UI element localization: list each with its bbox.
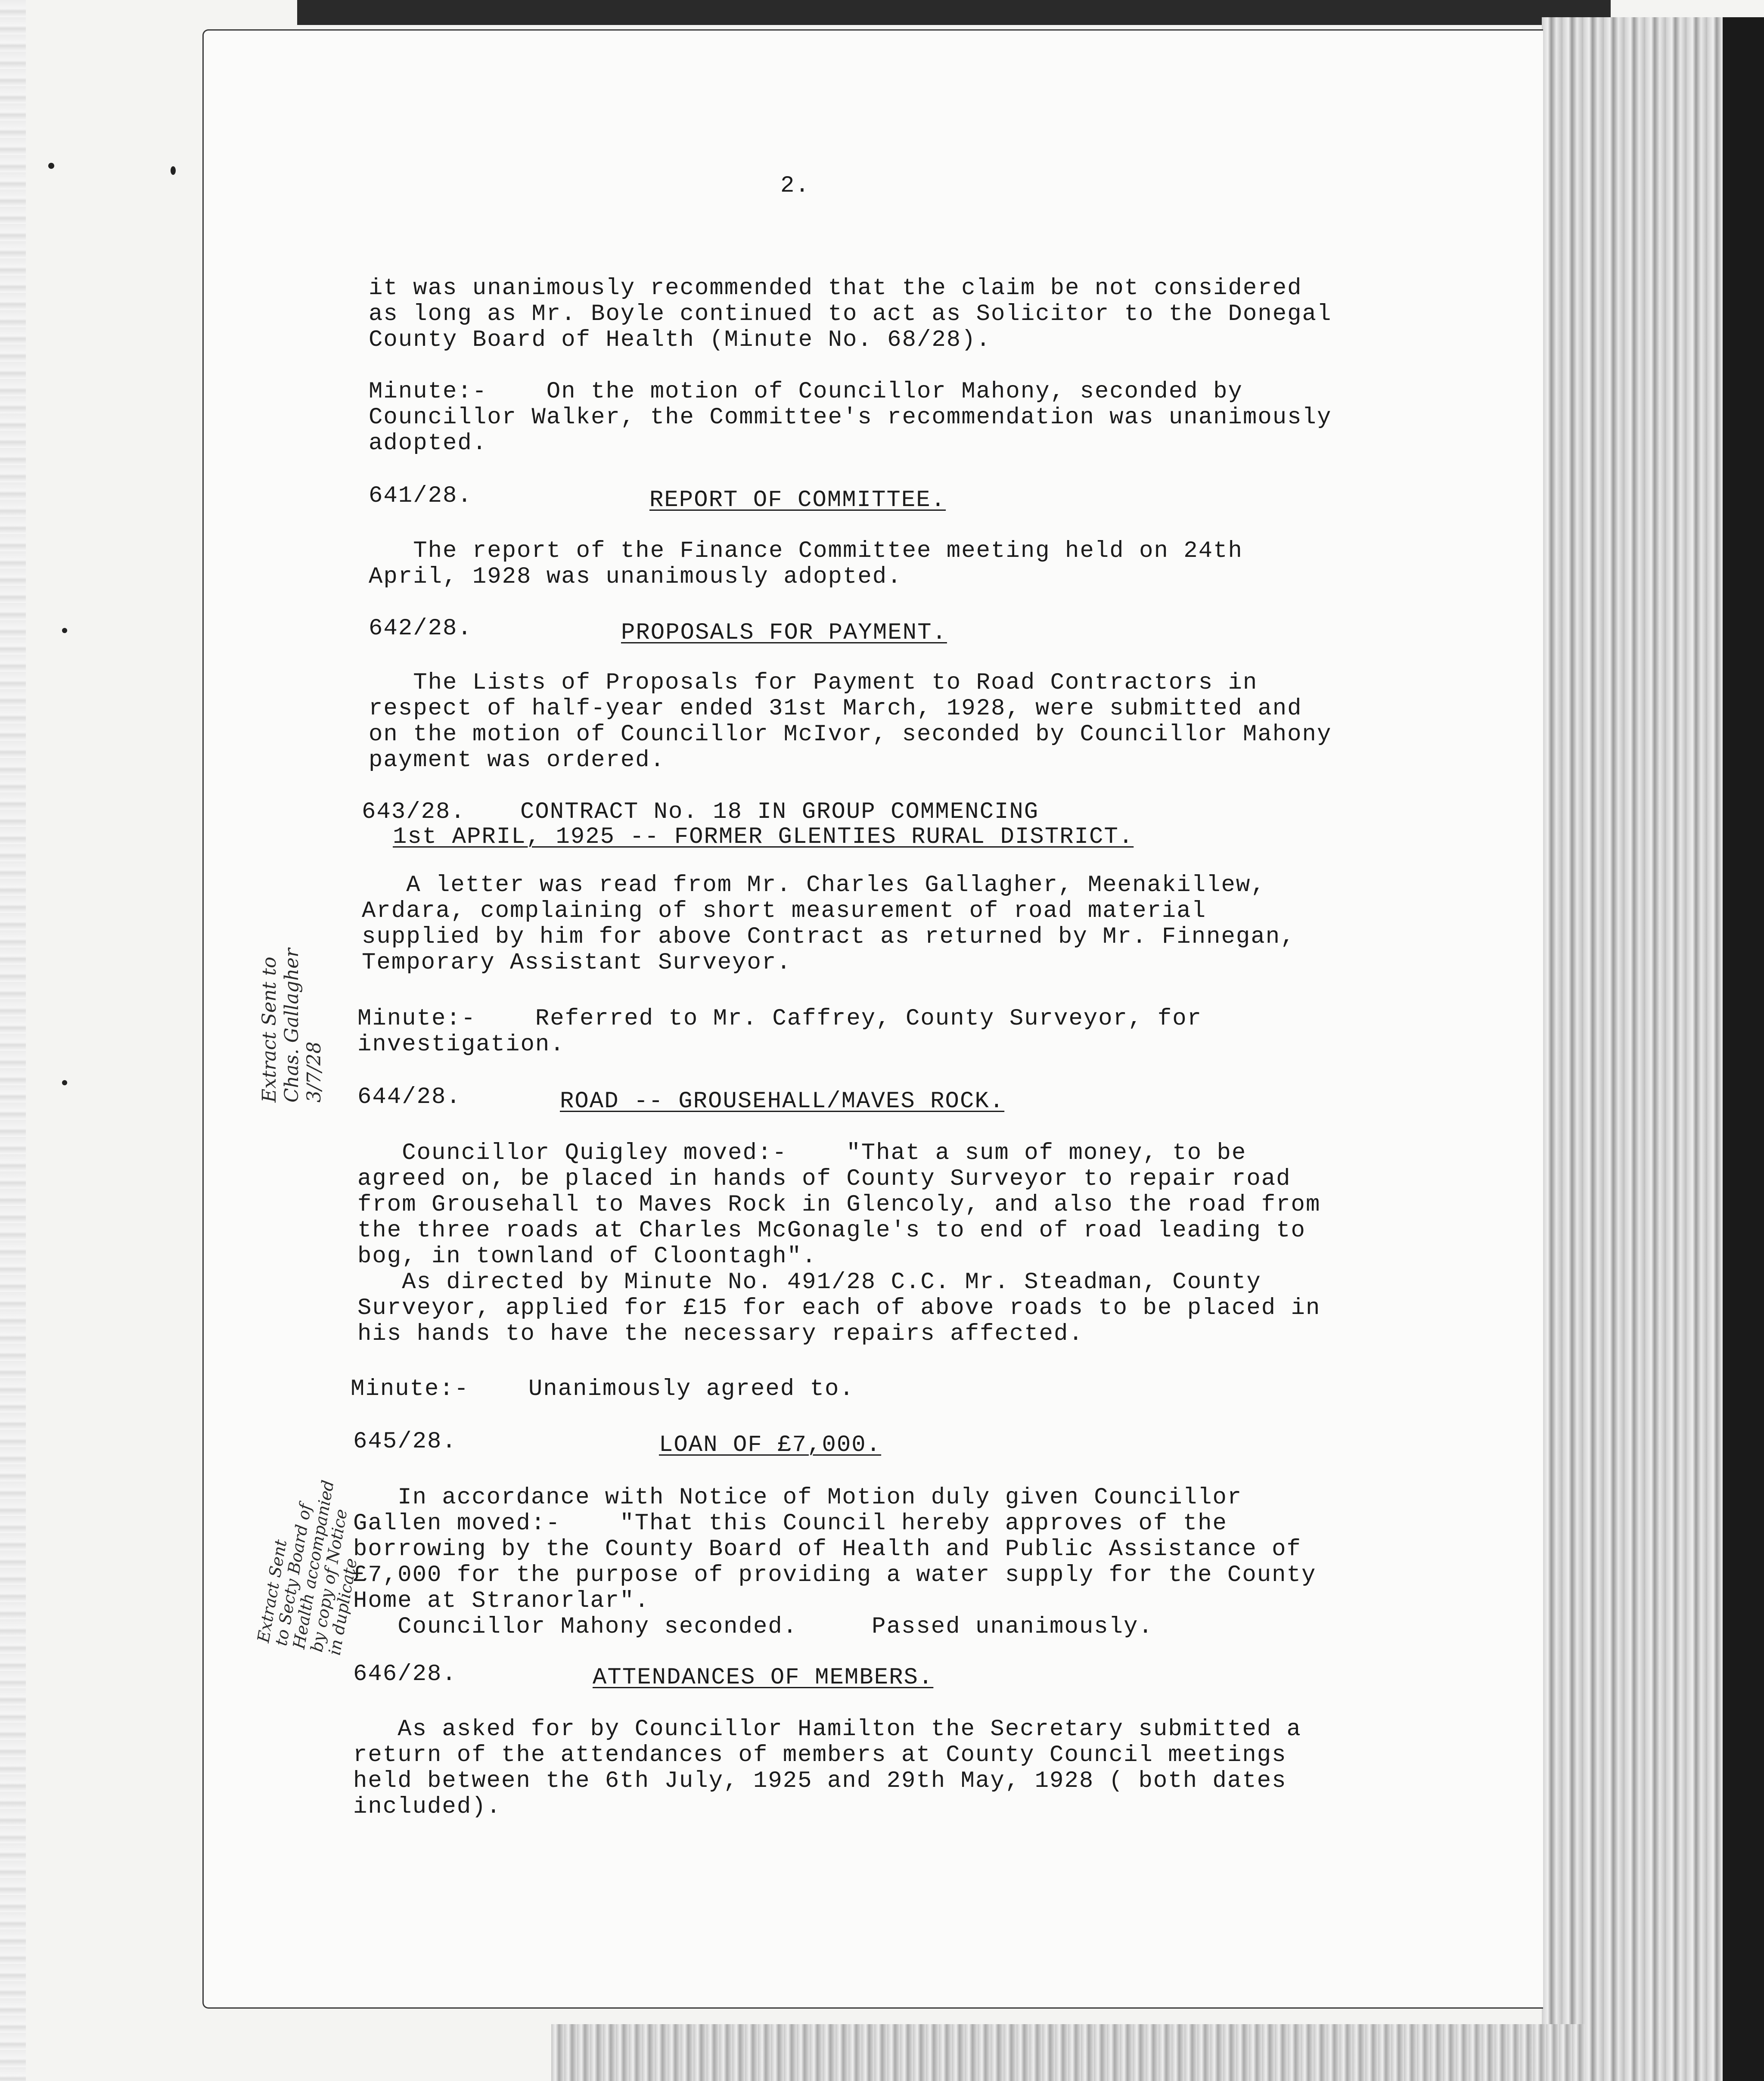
item-text-line: return of the attendances of members at County Council meetings [353, 1742, 1287, 1768]
opening-line: it was unanimously recommended that the claim be not considered [369, 275, 1302, 301]
item-text-line: Surveyor, applied for £15 for each of above roads to be placed in [357, 1295, 1321, 1321]
minute-line: Minute:- Unanimously agreed to. [351, 1376, 854, 1402]
item-text-line: Ardara, complaining of short measurement of road material [362, 898, 1207, 924]
scan-right-border [1723, 17, 1764, 2081]
item-heading: LOAN OF £7,000. [659, 1432, 882, 1458]
item-heading: PROPOSALS FOR PAYMENT. [621, 620, 947, 646]
minute-line: adopted. [369, 430, 488, 457]
handwritten-margin-note: Extract Sent to Chas. Gallagher 3/7/28 [258, 948, 325, 1103]
item-number: 641/28. [369, 483, 472, 509]
item-text-line: As directed by Minute No. 491/28 C.C. Mr. Steadman, County [357, 1269, 1261, 1295]
item-text-line: Temporary Assistant Surveyor. [362, 950, 792, 976]
item-text-line: respect of half-year ended 31st March, 1928, were submitted and [369, 696, 1302, 722]
item-number: 644/28. [357, 1084, 461, 1110]
item-text-line: In accordance with Notice of Motion duly given Councillor [353, 1485, 1242, 1511]
page-number: 2. [780, 173, 810, 199]
item-number: 643/28. [362, 799, 466, 825]
item-text-line: held between the 6th July, 1925 and 29th May, 1928 ( both dates [353, 1768, 1287, 1794]
item-text-line: A letter was read from Mr. Charles Gallagher, Meenakillew, [362, 872, 1266, 898]
minute-line: investigation. [357, 1031, 565, 1058]
item-text-line: The Lists of Proposals for Payment to Road Contractors in [369, 670, 1258, 696]
item-heading: REPORT OF COMMITTEE. [649, 487, 946, 513]
item-text-line: The report of the Finance Committee meeting held on 24th [369, 538, 1243, 564]
minute-line: Minute:- On the motion of Councillor Mahony, seconded by [369, 379, 1243, 405]
item-text-line: Home at Stranorlar". [353, 1588, 650, 1614]
opening-line: as long as Mr. Boyle continued to act as Solicitor to the Donegal [369, 301, 1332, 327]
scan-bottom-page-edges [551, 2024, 1585, 2081]
minute-line: Councillor Walker, the Committee's recommendation was unanimously [369, 404, 1332, 431]
item-number: 646/28. [353, 1661, 457, 1687]
item-text-line: from Grousehall to Maves Rock in Glencoly, and also the road from [357, 1192, 1321, 1218]
item-text-line: Gallen moved:- "That this Council hereby approves of the [353, 1510, 1227, 1537]
scan-left-edge [0, 0, 26, 2081]
item-text-line: payment was ordered. [369, 747, 665, 773]
minute-line: Minute:- Referred to Mr. Caffrey, County Surveyor, for [357, 1006, 1202, 1032]
item-text-line: April, 1928 was unanimously adopted. [369, 564, 902, 590]
item-number: 645/28. [353, 1429, 457, 1455]
item-text-line: supplied by him for above Contract as returned by Mr. Finnegan, [362, 924, 1295, 950]
item-number: 642/28. [369, 615, 472, 642]
item-text-line: Councillor Mahony seconded. Passed unanimously. [353, 1614, 1153, 1640]
scan-top-border [297, 0, 1611, 25]
scan-speck [62, 628, 67, 633]
scan-speck [62, 1080, 67, 1085]
handwritten-margin-note: Extract Sent to Secty Board of Health accompanied by copy of Notice in duplicate [254, 1478, 361, 1657]
item-text-line: £7,000 for the purpose of providing a water supply for the County [353, 1562, 1317, 1588]
opening-line: County Board of Health (Minute No. 68/28). [369, 327, 991, 353]
item-heading: ROAD -- GROUSEHALL/MAVES ROCK. [560, 1088, 1005, 1115]
scan-speck [171, 166, 176, 175]
item-text-line: on the motion of Councillor McIvor, seconded by Councillor Mahony [369, 721, 1332, 748]
item-heading: ATTENDANCES OF MEMBERS. [593, 1665, 934, 1691]
item-text-line: bog, in townland of Cloontagh". [357, 1243, 817, 1270]
item-text-line: the three roads at Charles McGonagle's to end of road leading to [357, 1218, 1306, 1244]
item-heading: CONTRACT No. 18 IN GROUP COMMENCING [520, 799, 1039, 825]
item-heading: 1st APRIL, 1925 -- FORMER GLENTIES RURAL DISTRICT. [393, 824, 1134, 850]
item-text-line: agreed on, be placed in hands of County Surveyor to repair road [357, 1166, 1291, 1192]
scan-speck [48, 163, 54, 169]
item-text-line: Councillor Quigley moved:- "That a sum of money, to be [357, 1140, 1247, 1166]
item-text-line: his hands to have the necessary repairs affected. [357, 1321, 1084, 1347]
item-text-line: borrowing by the County Board of Health and Public Assistance of [353, 1536, 1301, 1562]
item-text-line: As asked for by Councillor Hamilton the Secretary submitted a [353, 1716, 1301, 1742]
item-text-line: included). [353, 1794, 502, 1820]
